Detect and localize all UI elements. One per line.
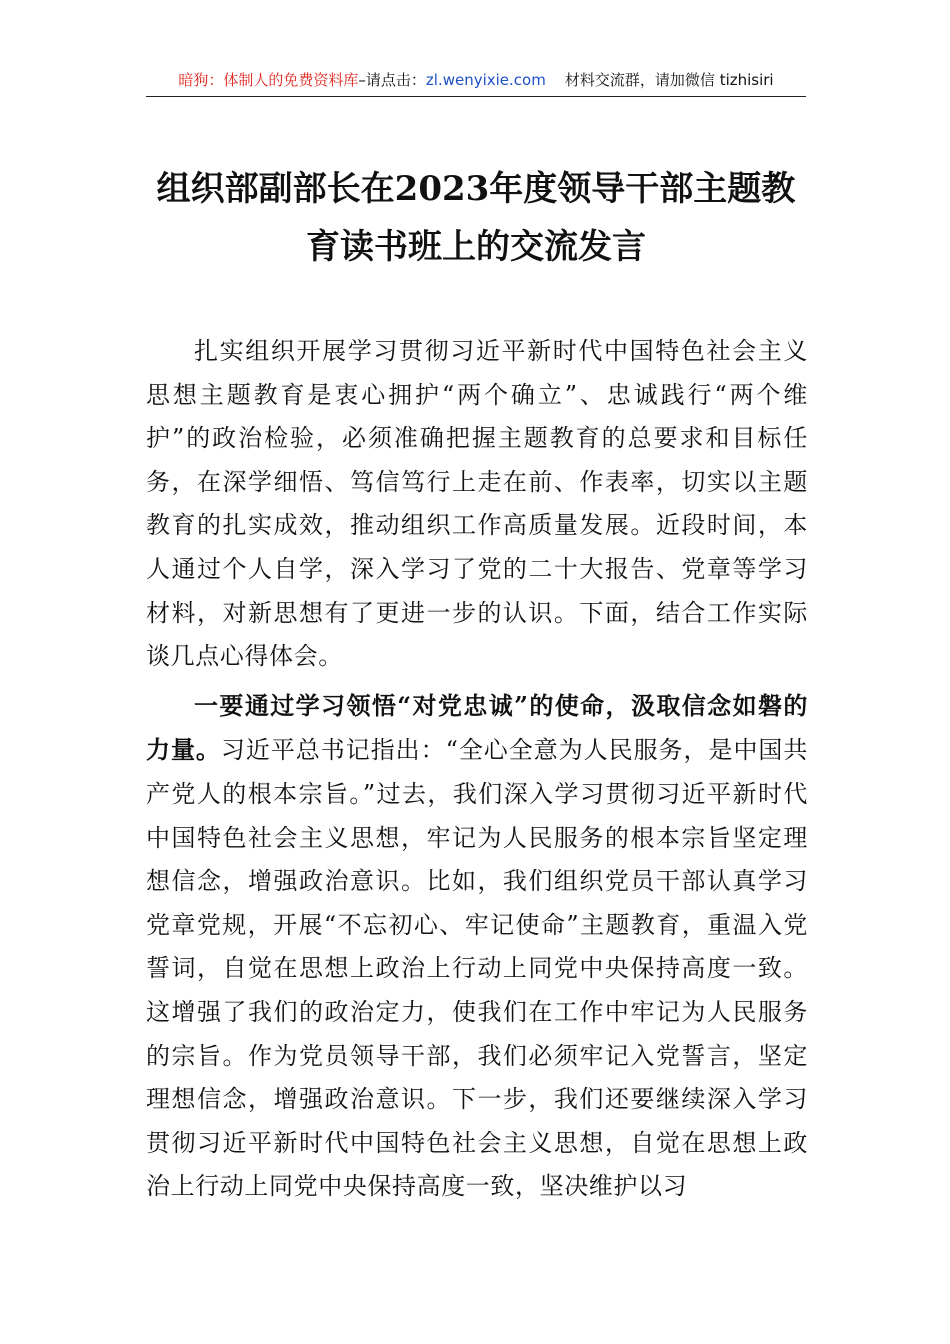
point-one-body: 习近平总书记指出：“全心全意为人民服务，是中国共产党人的根本宗旨。”过去，我们深入学习贯彻习近平新时代中国特色社会主义思想，牢记为人民服务的根本宗旨坚定理想信念，增强政治意识。比如，我们组织党员干部认真学习党章党规，开展“不忘初心、牢记使命”主题教育，重温入党誓词，自觉在思想上政治上行动上同党中央保持高度一致。这增强了我们的政治定力，使我们在工作中牢记为人民服务的宗旨。作为党员领导干部，我们必须牢记入党誓言，坚定理想信念，增强政治意识。下一步，我们还要继续深入学习贯彻习近平新时代中国特色社会主义思想，自觉在思想上政治上行动上同党中央保持高度一致，坚决维护以习 bbox=[146, 736, 808, 1201]
document-body bbox=[146, 330, 808, 1214]
header-url-link[interactable]: zl.wenyixie.com bbox=[425, 71, 546, 89]
header-promo: 暗狗：体制人的免费资料库 bbox=[178, 71, 359, 89]
point-one-heading: 一要通过学习领悟“对党忠诚”的使命，汲取信念如磐的力量。 bbox=[146, 690, 808, 765]
header-prompt: –请点击： bbox=[358, 71, 426, 89]
paragraph-point-one bbox=[146, 684, 808, 1209]
document-title: 组织部副部长在2023年度领导干部主题教育读书班上的交流发言 bbox=[156, 169, 796, 267]
page-header bbox=[146, 66, 806, 97]
header-contact: 材料交流群，请加微信 tizhisiri bbox=[564, 71, 774, 89]
paragraph-intro: 扎实组织开展学习贯彻习近平新时代中国特色社会主义思想主题教育是衷心拥护“两个确立”、忠诚践行“两个维护”的政治检验，必须准确把握主题教育的总要求和目标任务，在深学细悟、笃信笃行上走在前、作表率，切实以主题教育的扎实成效，推动组织工作高质量发展。近段时间，本人通过个人自学，深入学习了党的二十大报告、党章等学习材料，对新思想有了更进一步的认识。下面，结合工作实际谈几点心得体会。 bbox=[146, 337, 808, 671]
